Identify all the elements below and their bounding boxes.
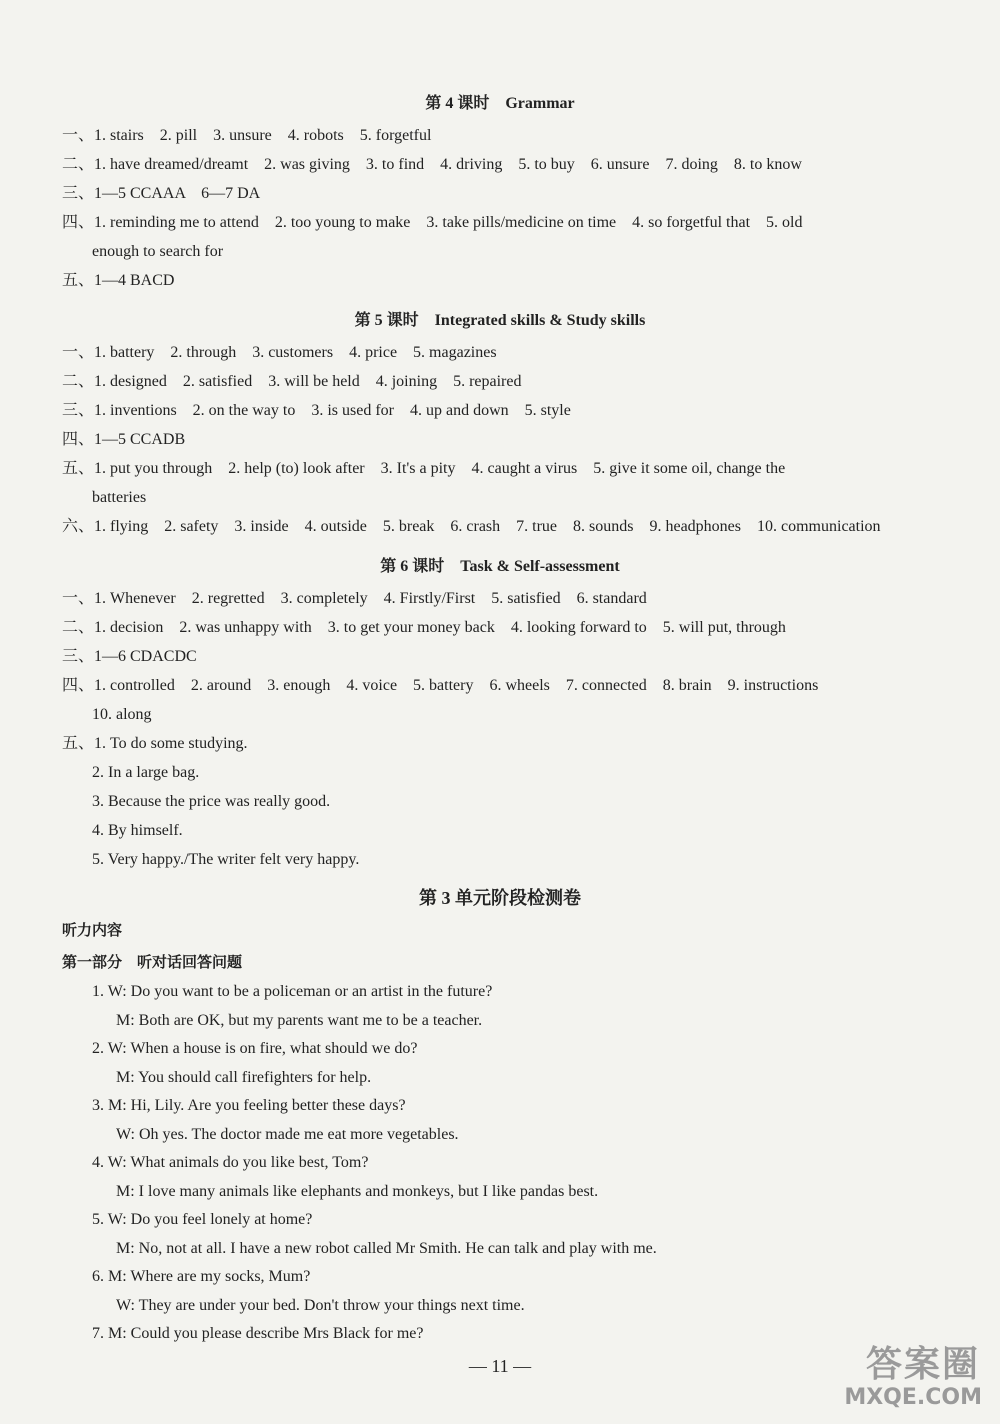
- lesson6-line-4: 四、1. controlled 2. around 3. enough 4. voice 5. battery 6. wheels 7. connected 8. brain 9. instructions: [62, 677, 819, 694]
- dialogue-line: 3. M: Hi, Lily. Are you feeling better these days?: [92, 1097, 406, 1114]
- lesson4-line-3: 三、1—5 CCAAA 6—7 DA: [62, 185, 261, 202]
- lesson6-line-6: 五、1. To do some studying.: [62, 735, 248, 752]
- dialogue-line: W: Oh yes. The doctor made me eat more vegetables.: [116, 1126, 459, 1143]
- lesson4-title: 第 4 课时 Grammar: [425, 95, 575, 112]
- lesson6-line-1: 一、1. Whenever 2. regretted 3. completely 4. Firstly/First 5. satisfied 6. standard: [62, 590, 647, 607]
- unit3-title: 第 3 单元阶段检测卷: [419, 888, 581, 908]
- watermark-logo: [826, 1336, 986, 1410]
- dialogue-line: W: They are under your bed. Don't throw your things next time.: [116, 1297, 525, 1314]
- lesson5-line-5: 五、1. put you through 2. help (to) look after 3. It's a pity 4. caught a virus 5. give it some oil, change the: [62, 460, 786, 477]
- lesson6-line-9: 4. By himself.: [92, 822, 183, 839]
- lesson4-line-4: 四、1. reminding me to attend 2. too young to make 3. take pills/medicine on time 4. so forgetful that 5. old: [62, 214, 803, 231]
- dialogue-line: 7. M: Could you please describe Mrs Black for me?: [92, 1325, 424, 1342]
- lesson5-line-6: batteries: [92, 489, 147, 506]
- lesson5-line-3: 三、1. inventions 2. on the way to 3. is used for 4. up and down 5. style: [62, 402, 571, 419]
- dialogue-line: 4. W: What animals do you like best, Tom?: [92, 1154, 369, 1171]
- dialogue-line: 5. W: Do you feel lonely at home?: [92, 1211, 313, 1228]
- dialogue-line: 6. M: Where are my socks, Mum?: [92, 1268, 311, 1285]
- dialogue-line: M: Both are OK, but my parents want me to be a teacher.: [116, 1012, 483, 1029]
- part1-heading: 第一部分 听对话回答问题: [62, 953, 243, 971]
- listening-label: 听力内容: [62, 921, 123, 939]
- lesson6-title: 第 6 课时 Task & Self-assessment: [380, 558, 620, 575]
- lesson6-line-5: 10. along: [92, 706, 152, 723]
- lesson4-line-2: 二、1. have dreamed/dreamt 2. was giving 3. to find 4. driving 5. to buy 6. unsure 7. doing 8. to know: [62, 156, 802, 173]
- lesson6-line-7: 2. In a large bag.: [92, 764, 200, 781]
- lesson5-line-7: 六、1. flying 2. safety 3. inside 4. outside 5. break 6. crash 7. true 8. sounds 9. headphones 10. communication: [62, 518, 881, 535]
- lesson5-line-2: 二、1. designed 2. satisfied 3. will be held 4. joining 5. repaired: [62, 373, 522, 390]
- lesson5-line-1: 一、1. battery 2. through 3. customers 4. price 5. magazines: [62, 344, 497, 361]
- lesson6-line-10: 5. Very happy./The writer felt very happy.: [92, 851, 360, 868]
- lesson6-line-2: 二、1. decision 2. was unhappy with 3. to get your money back 4. looking forward to 5. will put, through: [62, 619, 786, 636]
- lesson6-line-3: 三、1—6 CDACDC: [62, 648, 197, 665]
- lesson4-line-1: 一、1. stairs 2. pill 3. unsure 4. robots 5. forgetful: [62, 127, 432, 144]
- dialogue-line: 2. W: When a house is on fire, what should we do?: [92, 1040, 418, 1057]
- dialogue-line: 1. W: Do you want to be a policeman or an artist in the future?: [92, 983, 493, 1000]
- dialogue-line: M: You should call firefighters for help.: [116, 1069, 372, 1086]
- dialogue-line: M: I love many animals like elephants and monkeys, but I like pandas best.: [116, 1183, 599, 1200]
- lesson4-line-6: 五、1—4 BACD: [62, 272, 175, 289]
- watermark-bottom-text: MXQE.COM: [844, 1385, 982, 1410]
- lesson5-title: 第 5 课时 Integrated skills & Study skills: [354, 312, 646, 329]
- watermark-top-text: 答案圈: [865, 1344, 980, 1385]
- lesson6-line-8: 3. Because the price was really good.: [92, 793, 331, 810]
- lesson5-line-4: 四、1—5 CCADB: [62, 431, 186, 448]
- dialogue-line: M: No, not at all. I have a new robot called Mr Smith. He can talk and play with me.: [116, 1240, 657, 1257]
- lesson4-line-5: enough to search for: [92, 243, 224, 260]
- page-number: — 11 —: [468, 1356, 532, 1376]
